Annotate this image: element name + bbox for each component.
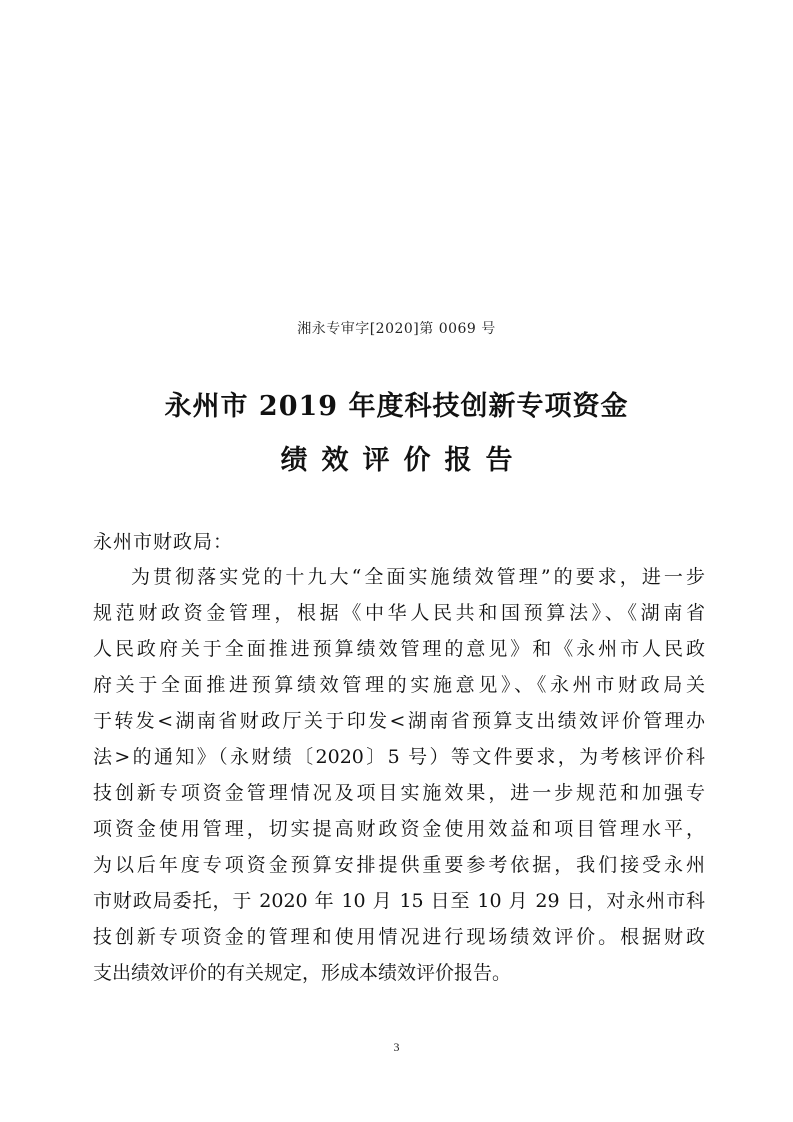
body-line: 技创新专项资金管理情况及项目实施效果，进一步规范和加强专: [93, 782, 705, 804]
page-number: 3: [393, 1040, 400, 1054]
body-line: 法>的通知》（永财绩〔2020〕5 号）等文件要求，为考核评价科: [93, 746, 705, 768]
body-line: 人民政府关于全面推进预算绩效管理的意见》和《永州市人民政: [93, 638, 705, 660]
body-line: 规范财政资金管理，根据《中华人民共和国预算法》、《湖南省: [93, 602, 705, 624]
body-line: 项资金使用管理，切实提高财政资金使用效益和项目管理水平，: [93, 818, 705, 840]
body-line: 为贯彻落实党的十九大“全面实施绩效管理”的要求，进一步: [131, 566, 705, 588]
body-line: 为以后年度专项资金预算安排提供重要参考依据，我们接受永州: [93, 854, 705, 876]
report-title-line-1: 永州市 2019 年度科技创新专项资金: [164, 391, 629, 422]
body-line: 于转发<湖南省财政厅关于印发<湖南省预算支出绩效评价管理办: [93, 710, 705, 732]
body-line: 府关于全面推进预算绩效管理的实施意见》、《永州市财政局关: [93, 674, 705, 696]
body-line: 市财政局委托，于 2020 年 10 月 15 日至 10 月 29 日，对永州市科: [93, 890, 705, 912]
body-line: 技创新专项资金的管理和使用情况进行现场绩效评价。根据财政: [93, 926, 705, 948]
body-line: 支出绩效评价的有关规定，形成本绩效评价报告。: [93, 962, 512, 984]
salutation: 永州市财政局：: [93, 531, 234, 553]
document-number: 湘永专审字[2020]第 0069 号: [297, 321, 496, 337]
report-title-line-2: 绩效评价报告: [280, 445, 527, 476]
